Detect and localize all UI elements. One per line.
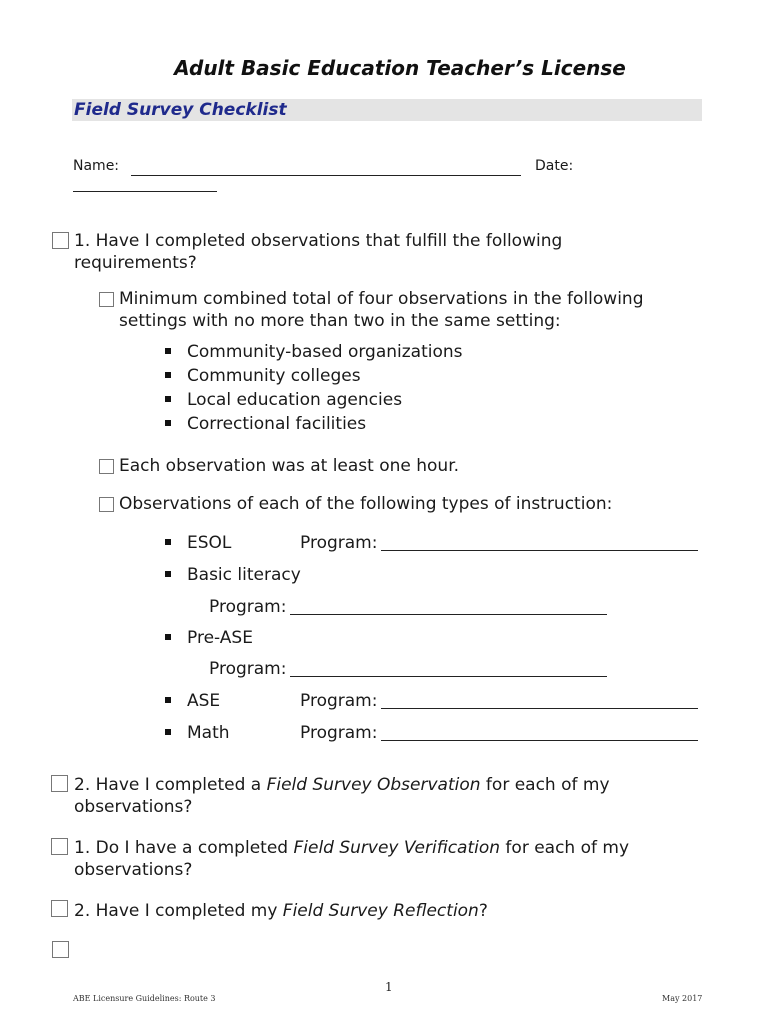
program-label: Program: <box>300 691 378 711</box>
name-label: Name: <box>73 158 120 174</box>
q1-item2-checkbox[interactable] <box>99 459 114 474</box>
setting-item: Correctional facilities <box>187 414 367 434</box>
instruction-type: ASE <box>187 691 221 711</box>
setting-item: Community-based organizations <box>187 342 463 362</box>
program-field-esol[interactable] <box>381 550 698 551</box>
q1-item2-text: Each observation was at least one hour. <box>119 456 460 476</box>
section-title: Field Survey Checklist <box>74 100 287 120</box>
q1-item1-checkbox[interactable] <box>99 292 114 307</box>
bullet <box>165 634 171 640</box>
bullet <box>165 348 171 354</box>
q1-item1-text: Minimum combined total of four observations in the following settings with no more than two in the same setting: <box>119 289 644 331</box>
instruction-type: Pre-ASE <box>187 628 253 648</box>
name-field[interactable] <box>131 175 521 176</box>
bullet <box>165 396 171 402</box>
page-number: 1 <box>385 980 393 994</box>
q4-checkbox[interactable] <box>51 900 68 917</box>
bullet <box>165 372 171 378</box>
q1-item3-text: Observations of each of the following types of instruction: <box>119 494 613 514</box>
instruction-type: ESOL <box>187 533 232 553</box>
program-field-pre-ase[interactable] <box>290 676 607 677</box>
date-label: Date: <box>535 158 574 174</box>
q3-text: 1. Do I have a completed Field Survey Verification for each of my observations? <box>74 838 630 880</box>
program-label: Program: <box>300 723 378 743</box>
q2-checkbox[interactable] <box>51 775 68 792</box>
footer-right: May 2017 <box>662 994 703 1003</box>
q1-text: 1. Have I completed observations that fulfill the following requirements? <box>74 231 563 273</box>
q2-text: 2. Have I completed a Field Survey Observation for each of my observations? <box>74 775 610 817</box>
program-label: Program: <box>300 533 378 553</box>
q1-checkbox[interactable] <box>52 232 69 249</box>
program-field-ase[interactable] <box>381 708 698 709</box>
footer-left: ABE Licensure Guidelines: Route 3 <box>73 994 216 1003</box>
empty-checkbox[interactable] <box>52 941 69 958</box>
q3-checkbox[interactable] <box>51 838 68 855</box>
bullet <box>165 420 171 426</box>
instruction-type: Math <box>187 723 230 743</box>
bullet <box>165 729 171 735</box>
bullet <box>165 539 171 545</box>
program-label: Program: <box>209 597 287 617</box>
bullet <box>165 571 171 577</box>
program-field-math[interactable] <box>381 740 698 741</box>
setting-item: Local education agencies <box>187 390 403 410</box>
date-field[interactable] <box>73 191 217 192</box>
q4-text: 2. Have I completed my Field Survey Reflection? <box>74 901 488 921</box>
program-label: Program: <box>209 659 287 679</box>
setting-item: Community colleges <box>187 366 361 386</box>
instruction-type: Basic literacy <box>187 565 301 585</box>
q1-item3-checkbox[interactable] <box>99 497 114 512</box>
document-title: Adult Basic Education Teacher’s License <box>174 56 626 80</box>
program-field-basic-literacy[interactable] <box>290 614 607 615</box>
bullet <box>165 697 171 703</box>
